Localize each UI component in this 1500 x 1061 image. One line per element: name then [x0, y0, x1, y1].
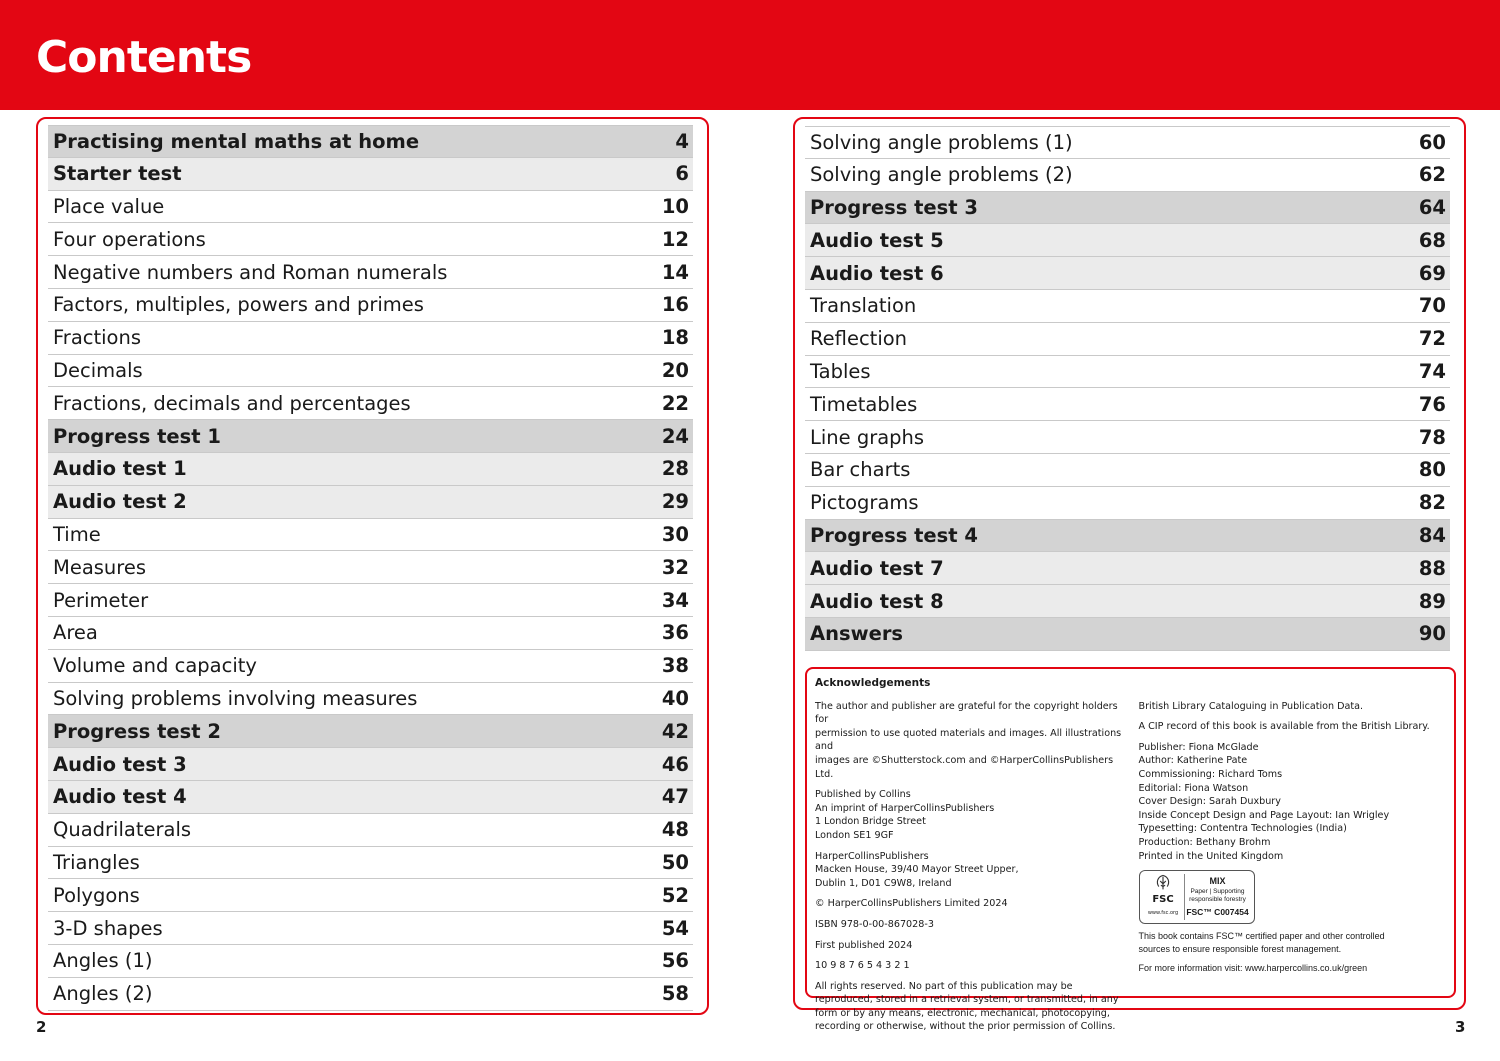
toc-entry-page: 22	[661, 391, 689, 415]
page-number-right: 3	[1455, 1018, 1466, 1036]
address-line: London SE1 9GF	[815, 829, 894, 841]
toc-entry-page: 60	[1418, 130, 1446, 154]
toc-entry[interactable]	[805, 257, 1450, 290]
credit-line: Production: Bethany Brohm	[1138, 836, 1271, 848]
toc-entry-page: 6	[675, 162, 689, 186]
toc-entry[interactable]	[805, 520, 1450, 553]
toc-entry-label: Triangles	[53, 850, 140, 874]
page-number-left: 2	[36, 1018, 47, 1036]
toc-entry-page: 36	[661, 621, 689, 645]
toc-entry[interactable]	[48, 519, 693, 552]
toc-entry-page: 46	[661, 752, 689, 776]
fsc-note-line: This book contains FSC™ certified paper and other controlled	[1138, 931, 1385, 942]
toc-entry[interactable]	[805, 356, 1450, 389]
address-line: Published by Collins	[815, 789, 911, 801]
toc-entry-page: 62	[1418, 163, 1446, 187]
toc-entry[interactable]	[48, 748, 693, 781]
toc-entry-page: 16	[661, 293, 689, 317]
acknowledgements-left-column	[815, 700, 1123, 1041]
toc-entry-label: Tables	[810, 359, 871, 383]
toc-entry-label: Audio test 1	[53, 457, 187, 481]
printing-line: 10 9 8 7 6 5 4 3 2 1	[815, 960, 910, 972]
toc-entry-label: Solving problems involving measures	[53, 686, 418, 710]
toc-entry[interactable]	[48, 223, 693, 256]
toc-entry-label: Audio test 2	[53, 490, 187, 514]
toc-entry-page: 30	[661, 522, 689, 546]
toc-entry-label: Area	[53, 621, 98, 645]
toc-entry-label: Audio test 4	[53, 785, 187, 809]
address-line: Dublin 1, D01 C9W8, Ireland	[815, 877, 952, 889]
toc-entry-page: 78	[1418, 425, 1446, 449]
address-line: An imprint of HarperCollinsPublishers	[815, 802, 995, 814]
toc-entry[interactable]	[48, 715, 693, 748]
toc-entry-label: Volume and capacity	[53, 654, 257, 678]
toc-entry-label: 3-D shapes	[53, 916, 163, 940]
banner-wave-edge	[0, 96, 1500, 118]
toc-entry-label: Audio test 5	[810, 228, 944, 252]
toc-entry-label: Audio test 6	[810, 261, 944, 285]
toc-entry[interactable]	[48, 322, 693, 355]
toc-entry[interactable]	[48, 978, 693, 1011]
toc-entry[interactable]	[805, 585, 1450, 618]
copyright-line: permission to use quoted materials and images. All illustrations and	[815, 727, 1122, 753]
fsc-desc-line: Paper | Supporting	[1190, 888, 1245, 896]
toc-entry-page: 80	[1418, 458, 1446, 482]
acknowledgements-box	[805, 667, 1456, 1033]
toc-entry-page: 50	[661, 850, 689, 874]
toc-entry-page: 68	[1418, 228, 1446, 252]
toc-entry-page: 18	[661, 326, 689, 350]
copyright-line: The author and publisher are grateful for the copyright holders for	[815, 700, 1118, 726]
credit-line: Commissioning: Richard Toms	[1138, 768, 1283, 780]
rights-line: recording or otherwise, without the prior permission of Collins.	[815, 1021, 1116, 1033]
toc-entry-label: Audio test 3	[53, 752, 187, 776]
toc-entry[interactable]	[48, 387, 693, 420]
toc-entry[interactable]	[805, 618, 1450, 651]
toc-entry[interactable]	[48, 617, 693, 650]
contents-panel-right	[793, 117, 1466, 1033]
toc-entry-label: Audio test 8	[810, 589, 944, 613]
dublin-address	[815, 850, 1123, 891]
toc-entry-label: Place value	[53, 194, 165, 218]
page-title: Contents	[36, 32, 252, 83]
toc-entry-label: Audio test 7	[810, 556, 944, 580]
toc-entry-label: Practising mental maths at home	[53, 129, 420, 153]
fsc-note-line: sources to ensure responsible forest management.	[1138, 944, 1342, 955]
address-line: HarperCollinsPublishers	[815, 850, 929, 862]
isbn: ISBN 978-0-00-867028-3	[815, 918, 934, 930]
toc-entry-label: Starter test	[53, 162, 182, 186]
rights-line: form or by any means, electronic, mechanical, photocopying,	[815, 1007, 1110, 1019]
toc-entry-label: Progress test 3	[810, 195, 978, 219]
toc-entry-label: Fractions	[53, 326, 141, 350]
address-line: 1 London Bridge Street	[815, 816, 926, 828]
toc-entry-label: Solving angle problems (2)	[810, 163, 1073, 187]
toc-entry-label: Line graphs	[810, 425, 925, 449]
toc-entry[interactable]	[805, 388, 1450, 421]
fsc-note	[1139, 930, 1447, 975]
toc-entry[interactable]	[805, 192, 1450, 225]
toc-entry-label: Pictograms	[810, 491, 919, 515]
toc-entry[interactable]	[48, 781, 693, 814]
fsc-tree-logo	[1143, 874, 1185, 920]
credit-line: Printed in the United Kingdom	[1138, 850, 1284, 862]
toc-entry-page: 89	[1418, 589, 1446, 613]
cip-text: A CIP record of this book is available from the British Library.	[1138, 721, 1430, 733]
toc-entry[interactable]	[48, 945, 693, 978]
toc-entry-page: 69	[1418, 261, 1446, 285]
toc-entry-page: 14	[661, 260, 689, 284]
toc-entry-label: Decimals	[53, 358, 143, 382]
fsc-desc-line: responsible forestry	[1189, 896, 1246, 904]
toc-entry[interactable]	[48, 289, 693, 322]
toc-entry[interactable]	[48, 420, 693, 453]
toc-entry-label: Fractions, decimals and percentages	[53, 391, 411, 415]
toc-entry-page: 84	[1418, 523, 1446, 547]
toc-entry-label: Quadrilaterals	[53, 818, 192, 842]
toc-entry-page: 58	[661, 982, 689, 1006]
toc-entry[interactable]	[805, 421, 1450, 454]
toc-entry[interactable]	[805, 126, 1450, 159]
toc-entry-label: Translation	[810, 294, 917, 318]
toc-entry-label: Angles (1)	[53, 949, 153, 973]
toc-entry[interactable]	[48, 355, 693, 388]
toc-entry-page: 12	[661, 227, 689, 251]
toc-entry-page: 42	[661, 719, 689, 743]
publisher-address	[815, 788, 1123, 842]
fsc-code: FSC™ C007454	[1186, 907, 1249, 918]
toc-entry[interactable]	[805, 224, 1450, 257]
toc-entry-page: 48	[661, 818, 689, 842]
copyright-permission-text	[815, 700, 1123, 782]
toc-entry-label: Progress test 2	[53, 719, 221, 743]
rights-line: reproduced, stored in a retrieval system, or transmitted, in any	[815, 994, 1119, 1006]
credit-line: Editorial: Fiona Watson	[1138, 782, 1249, 794]
fsc-logo-badge	[1139, 870, 1255, 924]
header-banner-right	[750, 0, 1500, 110]
fsc-mark-text: FSC	[1152, 893, 1174, 905]
toc-entry[interactable]	[805, 454, 1450, 487]
toc-entry[interactable]	[48, 650, 693, 683]
toc-entry-page: 74	[1418, 359, 1446, 383]
credit-line: Cover Design: Sarah Duxbury	[1138, 796, 1281, 808]
toc-entry-page: 52	[661, 883, 689, 907]
toc-entry[interactable]	[48, 256, 693, 289]
toc-entry-page: 32	[661, 555, 689, 579]
toc-entry[interactable]	[48, 158, 693, 191]
toc-entry[interactable]	[805, 552, 1450, 585]
toc-entry[interactable]	[48, 584, 693, 617]
toc-entry-page: 64	[1418, 195, 1446, 219]
address-line: Macken House, 39/40 Mayor Street Upper,	[815, 864, 1019, 876]
toc-entry-page: 38	[661, 654, 689, 678]
toc-entry-label: Answers	[810, 622, 904, 646]
toc-entry-page: 24	[661, 424, 689, 448]
toc-entry-page: 54	[661, 916, 689, 940]
toc-entry-label: Angles (2)	[53, 982, 153, 1006]
toc-entry-label: Progress test 4	[810, 523, 978, 547]
toc-entry-page: 88	[1418, 556, 1446, 580]
credit-line: Inside Concept Design and Page Layout: Ian Wrigley	[1138, 809, 1390, 821]
fsc-mix-text: MIX	[1209, 875, 1226, 886]
toc-entry-label: Negative numbers and Roman numerals	[53, 260, 448, 284]
toc-entry-page: 90	[1418, 622, 1446, 646]
fsc-tree-icon	[1149, 874, 1177, 891]
rights-line: All rights reserved. No part of this publication may be	[815, 980, 1073, 992]
toc-entry[interactable]	[48, 879, 693, 912]
toc-entry[interactable]	[805, 290, 1450, 323]
toc-entry-page: 34	[661, 588, 689, 612]
toc-entry[interactable]	[48, 551, 693, 584]
toc-entry-page: 56	[661, 949, 689, 973]
toc-entry-page: 72	[1418, 327, 1446, 351]
toc-entry-label: Reflection	[810, 327, 908, 351]
toc-entry[interactable]	[48, 125, 693, 158]
fsc-site-text: www.fsc.org	[1147, 909, 1179, 916]
toc-entry[interactable]	[48, 814, 693, 847]
more-info-text: For more information visit: www.harpercollins.co.uk/green	[1138, 963, 1368, 974]
cataloguing-text: British Library Cataloguing in Publication Data.	[1138, 700, 1364, 712]
toc-entry[interactable]	[805, 323, 1450, 356]
toc-entry[interactable]	[805, 487, 1450, 520]
toc-entry-label: Bar charts	[810, 458, 911, 482]
contents-panel-left	[36, 117, 709, 1015]
toc-entry-label: Measures	[53, 555, 147, 579]
toc-entry-page: 76	[1418, 392, 1446, 416]
toc-entry-label: Four operations	[53, 227, 206, 251]
toc-list-right	[805, 126, 1450, 651]
toc-entry-page: 82	[1418, 491, 1446, 515]
toc-entry[interactable]	[48, 453, 693, 486]
toc-entry[interactable]	[805, 159, 1450, 192]
toc-entry-label: Perimeter	[53, 588, 149, 612]
toc-entry-page: 40	[661, 686, 689, 710]
toc-entry-page: 47	[661, 785, 689, 809]
toc-entry-page: 70	[1418, 294, 1446, 318]
toc-entry-page: 29	[661, 490, 689, 514]
acknowledgements-right-column	[1139, 700, 1447, 1041]
toc-entry-page: 20	[661, 358, 689, 382]
toc-entry[interactable]	[48, 683, 693, 716]
toc-entry[interactable]	[48, 847, 693, 880]
toc-entry[interactable]	[48, 191, 693, 224]
credit-line: Publisher: Fiona McGlade	[1138, 741, 1259, 753]
credits-list	[1139, 741, 1447, 863]
toc-list-left	[48, 125, 693, 1011]
toc-entry-page: 10	[661, 194, 689, 218]
acknowledgements-title: Acknowledgements	[815, 677, 931, 689]
toc-entry-label: Polygons	[53, 883, 140, 907]
toc-entry-label: Solving angle problems (1)	[810, 130, 1073, 154]
fsc-description	[1185, 888, 1251, 904]
first-published: First published 2024	[815, 939, 913, 951]
rights-reserved-text	[815, 980, 1123, 1034]
copyright-line: images are ©Shutterstock.com and ©HarperCollinsPublishers Ltd.	[815, 754, 1114, 780]
copyright-year: © HarperCollinsPublishers Limited 2024	[815, 898, 1008, 910]
toc-entry-label: Time	[53, 522, 101, 546]
toc-entry-page: 28	[661, 457, 689, 481]
toc-entry[interactable]	[48, 486, 693, 519]
toc-entry-label: Factors, multiples, powers and primes	[53, 293, 424, 317]
credit-line: Typesetting: Contentra Technologies (India)	[1138, 823, 1347, 835]
credit-line: Author: Katherine Pate	[1138, 755, 1248, 767]
toc-entry[interactable]	[48, 912, 693, 945]
toc-entry-label: Timetables	[810, 392, 918, 416]
toc-entry-label: Progress test 1	[53, 424, 221, 448]
fsc-label	[1185, 875, 1251, 920]
toc-entry-page: 4	[675, 129, 689, 153]
